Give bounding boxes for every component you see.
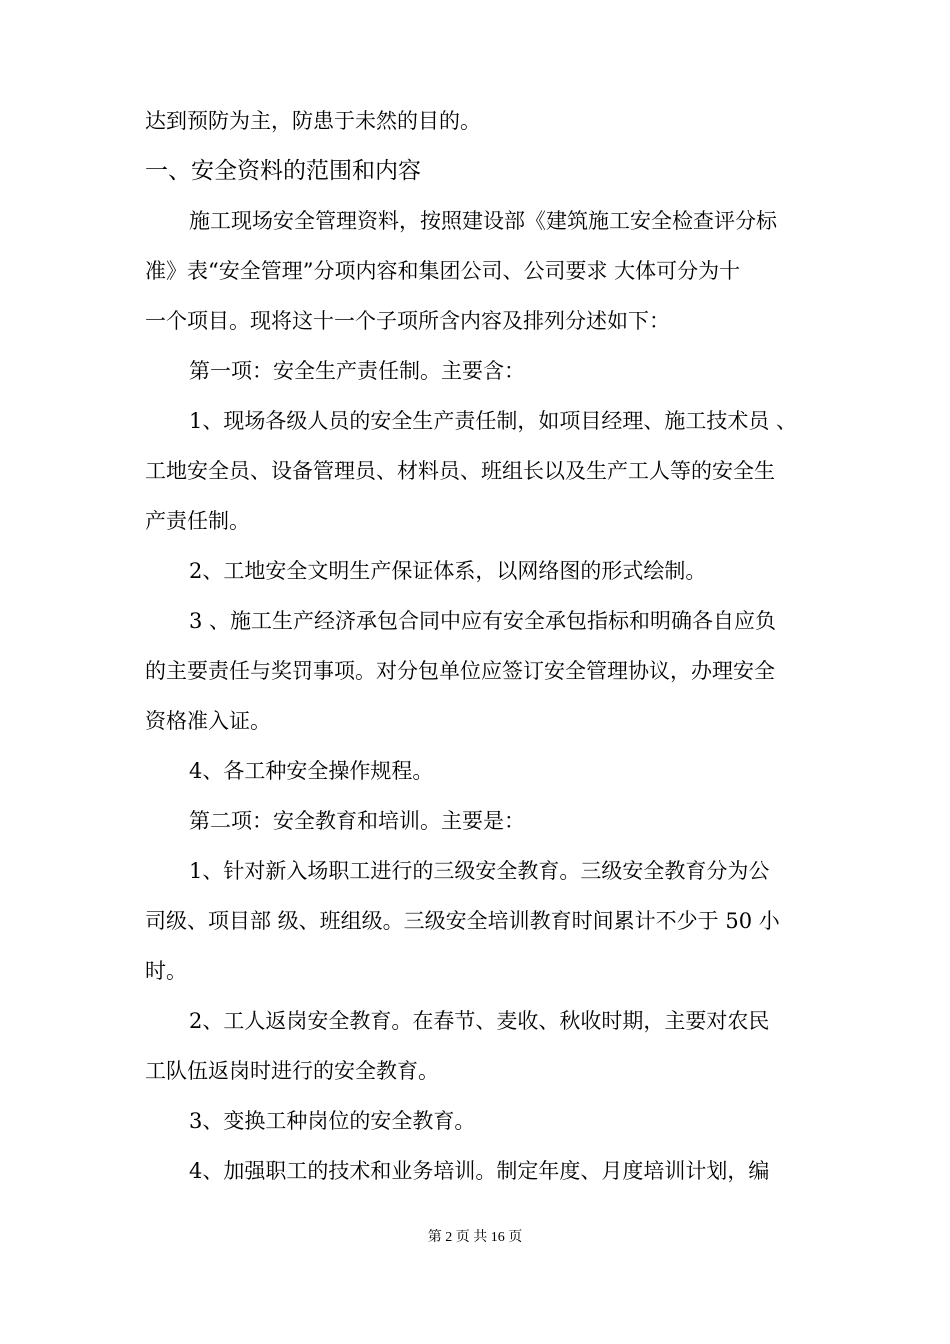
body-line: 2、工地安全文明生产保证体系，以网络图的形式绘制。 [189,559,707,583]
body-line: 4、加强职工的技术和业务培训。制定年度、月度培训计划，编 [189,1159,770,1183]
body-line: 司级、项目部 级、班组级。三级安全培训教育时间累计不少于 50 小 [145,909,780,933]
body-line: 资格准入证。 [145,709,271,733]
body-line: 施工现场安全管理资料，按照建设部《建筑施工安全检查评分标 [189,209,777,233]
body-line: 达到预防为主，防患于未然的目的。 [145,109,481,133]
item-heading: 第一项：安全生产责任制。主要含： [189,359,525,383]
body-line: 产责任制。 [145,509,250,533]
item-heading: 第二项：安全教育和培训。主要是： [189,809,525,833]
body-line: 工地安全员、设备管理员、材料员、班组长以及生产工人等的安全生 [145,459,775,483]
body-line: 工队伍返岗时进行的安全教育。 [145,1059,439,1083]
section-heading: 一、安全资料的范围和内容 [145,158,421,184]
page-number-footer: 第 2 页 共 16 页 [427,1230,523,1245]
body-line: 3 、施工生产经济承包合同中应有安全承包指标和明确各自应负 [189,609,777,633]
body-line: 2、工人返岗安全教育。在春节、麦收、秋收时期，主要对农民 [189,1009,770,1033]
body-line: 3、变换工种岗位的安全教育。 [189,1109,476,1133]
body-line: 1、针对新入场职工进行的三级安全教育。三级安全教育分为公 [189,859,770,883]
body-line: 1、现场各级人员的安全生产责任制，如项目经理、施工技术员 、 [189,409,798,433]
body-line: 的主要责任与奖罚事项。对分包单位应签订安全管理协议，办理安全 [145,659,775,683]
body-line: 4、各工种安全操作规程。 [189,759,434,783]
body-line: 一个项目。现将这十一个子项所含内容及排列分述如下： [145,309,670,333]
document-body [145,96,807,1196]
body-line: 准》表“安全管理”分项内容和集团公司、公司要求 大体可分为十 [145,259,741,283]
body-line: 时。 [145,959,187,983]
